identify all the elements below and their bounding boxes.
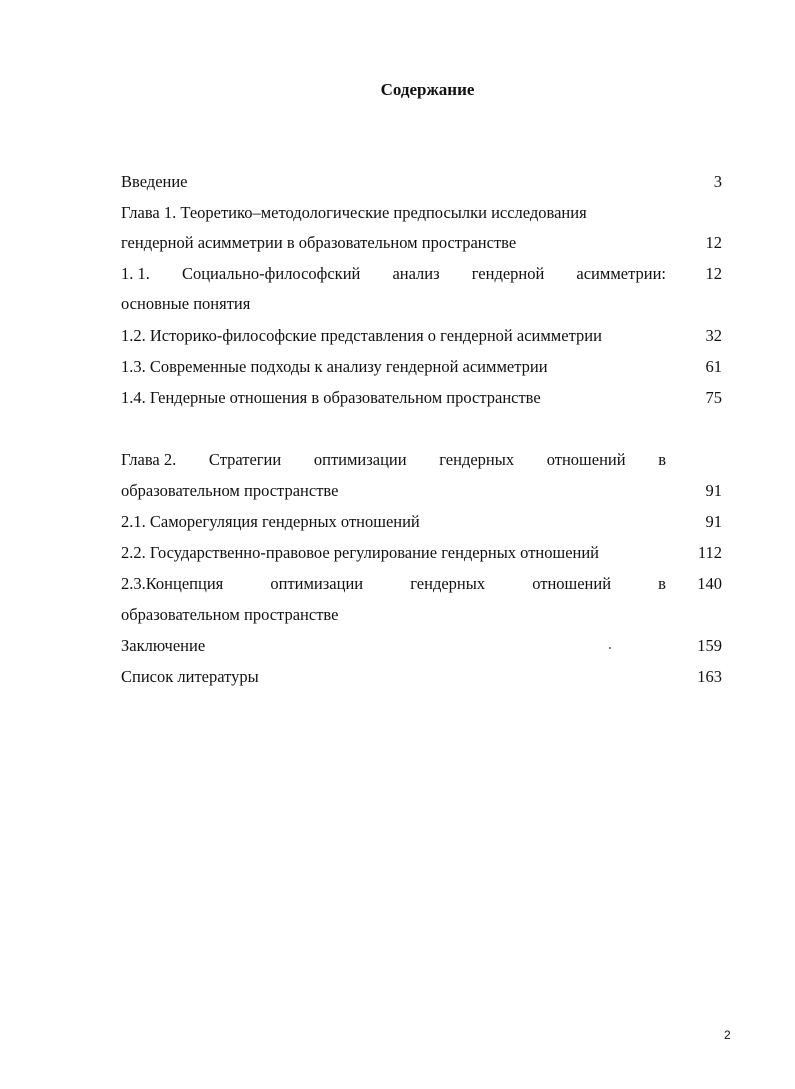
toc-section-2-3-page: 140 [697,574,722,593]
toc-word: 1. 1. [121,264,150,283]
toc-section-2-2-page: 112 [697,543,722,562]
toc-word: гендерных [439,450,515,469]
page-number: 2 [724,1028,731,1042]
toc-references-page: 163 [697,667,722,686]
toc-references-text: Список литературы [121,667,259,686]
toc-word: в [658,450,666,469]
toc-word: Глава 2. [121,450,177,469]
toc-word: оптимизации [313,450,407,469]
page-title: Содержание [380,80,475,99]
toc-section-1-4-text: 1.4. Гендерные отношения в образовательном пространстве [121,388,541,407]
toc-section-2-2-text: 2.2. Государственно-правовое регулирование гендерных отношений [121,543,600,562]
toc-section-1-3-text: 1.3. Современные подходы к анализу гендерной асимметрии [121,357,548,376]
toc-word: асимметрии: [576,264,666,283]
toc-section-1-2-page: 32 [705,326,722,345]
toc-section-1-3-page: 61 [705,357,722,376]
toc-word: 2.3.Концепция [121,574,224,593]
toc-chapter2-line2: образовательном пространстве [121,481,339,500]
toc-intro-text: Введение [121,172,188,191]
toc-section-1-1-line1 [121,264,666,284]
toc-section-2-3-line2: образовательном пространстве [121,605,339,624]
toc-word: отношений [546,450,626,469]
toc-intro-page: 3 [713,172,722,191]
toc-section-1-2-text: 1.2. Историко-философские представления о гендерной асимметрии [121,326,602,345]
toc-word: в [658,574,666,593]
toc-section-2-3-line1 [121,574,666,594]
toc-word: оптимизации [270,574,364,593]
toc-conclusion-text: Заключение [121,636,206,655]
toc-chapter2-page: 91 [705,481,722,500]
toc-chapter1-line1: Глава 1. Теоретико–методологические предпосылки исследования [121,203,587,222]
toc-word: гендерных [410,574,486,593]
toc-word: Стратегии [208,450,282,469]
toc-chapter1-line2: гендерной асимметрии в образовательном пространстве [121,233,517,252]
toc-section-1-4-page: 75 [705,388,722,407]
toc-section-2-1-text: 2.1. Саморегуляция гендерных отношений [121,512,420,531]
toc-word: анализ [392,264,440,283]
toc-word: гендерной [471,264,545,283]
toc-section-2-1-page: 91 [705,512,722,531]
scan-dot [609,647,611,649]
toc-chapter1-page: 12 [705,233,722,252]
toc-chapter2-line1 [121,450,666,470]
toc-conclusion-page: 159 [697,636,722,655]
toc-word: отношений [532,574,612,593]
toc-section-1-1-page: 12 [705,264,722,283]
toc-word: Социально-философский [181,264,361,283]
toc-section-1-1-line2: основные понятия [121,294,251,313]
